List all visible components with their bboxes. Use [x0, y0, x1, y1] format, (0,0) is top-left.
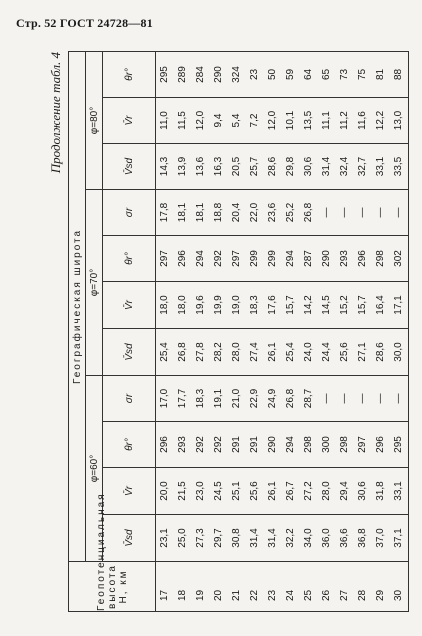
value-cell: — [336, 190, 354, 236]
group-header: Географическая широта [69, 51, 86, 561]
value-cell: 28,7 [300, 376, 318, 422]
table-row [228, 51, 246, 611]
value-cell: 14,2 [300, 282, 318, 329]
value-cell: 59 [282, 51, 300, 97]
value-cell: 293 [174, 422, 192, 468]
value-cell: 295 [156, 51, 175, 97]
value-cell: 20,4 [228, 190, 246, 236]
data-table [68, 51, 409, 612]
value-cell: 296 [174, 236, 192, 282]
value-cell: 28,0 [228, 329, 246, 376]
value-cell: 33,5 [390, 144, 409, 190]
height-cell: 28 [354, 562, 372, 612]
column-header: V̄r [103, 282, 156, 329]
value-cell: 36,8 [354, 515, 372, 562]
value-cell: 31,8 [372, 468, 390, 515]
value-cell: 24,4 [318, 329, 336, 376]
value-cell: 23,0 [192, 468, 210, 515]
value-cell: — [372, 190, 390, 236]
value-cell: 25,7 [246, 144, 264, 190]
column-header: θr° [103, 422, 156, 468]
value-cell: 290 [210, 51, 228, 97]
value-cell: 18,1 [174, 190, 192, 236]
value-cell: 16,4 [372, 282, 390, 329]
value-cell: 26,8 [300, 190, 318, 236]
value-cell: 24,5 [210, 468, 228, 515]
height-cell: 22 [246, 562, 264, 612]
value-cell: 19,1 [210, 376, 228, 422]
table-row [336, 51, 354, 611]
value-cell: 7,2 [246, 98, 264, 144]
value-cell: 22,0 [246, 190, 264, 236]
height-cell: 19 [192, 562, 210, 612]
value-cell: 21,5 [174, 468, 192, 515]
value-cell: 11,1 [318, 98, 336, 144]
height-cell: 23 [264, 562, 282, 612]
value-cell: 32,2 [282, 515, 300, 562]
value-cell: 16,3 [210, 144, 228, 190]
value-cell: 26,1 [264, 329, 282, 376]
value-cell: 17,7 [174, 376, 192, 422]
value-cell: 20,5 [228, 144, 246, 190]
height-cell: 24 [282, 562, 300, 612]
value-cell: 25,2 [282, 190, 300, 236]
value-cell: 64 [300, 51, 318, 97]
value-cell: 5,4 [228, 98, 246, 144]
value-cell: 30,6 [354, 468, 372, 515]
value-cell: 11,5 [174, 98, 192, 144]
value-cell: 50 [264, 51, 282, 97]
value-cell: 37,0 [372, 515, 390, 562]
value-cell: 298 [372, 236, 390, 282]
value-cell: 12,0 [264, 98, 282, 144]
value-cell: 30,0 [390, 329, 409, 376]
value-cell: 26,8 [174, 329, 192, 376]
value-cell: 14,3 [156, 144, 175, 190]
value-cell: 296 [354, 236, 372, 282]
table-row [354, 51, 372, 611]
value-cell: 75 [354, 51, 372, 97]
value-cell: 297 [228, 236, 246, 282]
value-cell: 324 [228, 51, 246, 97]
value-cell: 24,0 [300, 329, 318, 376]
value-cell: 292 [210, 236, 228, 282]
value-cell: 31,4 [318, 144, 336, 190]
value-cell: 287 [300, 236, 318, 282]
column-header: θr° [103, 236, 156, 282]
value-cell: — [354, 190, 372, 236]
value-cell: 23 [246, 51, 264, 97]
value-cell: 18,8 [210, 190, 228, 236]
value-cell: 24,9 [264, 376, 282, 422]
value-cell: 20,0 [156, 468, 175, 515]
table-row [318, 51, 336, 611]
value-cell: 32,7 [354, 144, 372, 190]
value-cell: 28,0 [318, 468, 336, 515]
rotated-table-area [48, 52, 404, 612]
value-cell: 290 [264, 422, 282, 468]
value-cell: 30,8 [228, 515, 246, 562]
value-cell: 289 [174, 51, 192, 97]
value-cell: 27,3 [192, 515, 210, 562]
value-cell: 28,2 [210, 329, 228, 376]
value-cell: 296 [156, 422, 175, 468]
value-cell: 23,6 [264, 190, 282, 236]
column-header: V̄sd [103, 515, 156, 562]
value-cell: 25,6 [246, 468, 264, 515]
value-cell: 25,0 [174, 515, 192, 562]
value-cell: 12,2 [372, 98, 390, 144]
height-cell: 30 [390, 562, 409, 612]
value-cell: 293 [336, 236, 354, 282]
value-cell: 25,4 [282, 329, 300, 376]
table-body [156, 51, 409, 611]
value-cell: 295 [390, 422, 409, 468]
value-cell: 11,6 [354, 98, 372, 144]
value-cell: 297 [354, 422, 372, 468]
value-cell: 18,3 [192, 376, 210, 422]
table-row [372, 51, 390, 611]
height-cell: 18 [174, 562, 192, 612]
value-cell: 13,9 [174, 144, 192, 190]
value-cell: 18,3 [246, 282, 264, 329]
height-cell: 25 [300, 562, 318, 612]
value-cell: 302 [390, 236, 409, 282]
value-cell: 29,4 [336, 468, 354, 515]
value-cell: 292 [210, 422, 228, 468]
value-cell: 32,4 [336, 144, 354, 190]
value-cell: 11,0 [156, 98, 175, 144]
value-cell: 291 [246, 422, 264, 468]
value-cell: 31,4 [264, 515, 282, 562]
value-cell: 81 [372, 51, 390, 97]
value-cell: — [390, 376, 409, 422]
height-cell: 27 [336, 562, 354, 612]
value-cell: 73 [336, 51, 354, 97]
table-row [282, 51, 300, 611]
value-cell: 13,6 [192, 144, 210, 190]
value-cell: 19,9 [210, 282, 228, 329]
table-row [246, 51, 264, 611]
value-cell: 284 [192, 51, 210, 97]
value-cell: 13,5 [300, 98, 318, 144]
column-header: V̄r [103, 468, 156, 515]
value-cell: 26,7 [282, 468, 300, 515]
value-cell: 294 [282, 236, 300, 282]
stub-header: Геопотенциальная высота H, км [69, 562, 156, 612]
height-cell: 20 [210, 562, 228, 612]
height-cell: 17 [156, 562, 175, 612]
value-cell: 18,0 [156, 282, 175, 329]
value-cell: 27,4 [246, 329, 264, 376]
value-cell: 28,6 [264, 144, 282, 190]
value-cell: 29,7 [210, 515, 228, 562]
value-cell: 9,4 [210, 98, 228, 144]
value-cell: 13,0 [390, 98, 409, 144]
value-cell: 18,0 [174, 282, 192, 329]
value-cell: 10,1 [282, 98, 300, 144]
value-cell: 300 [318, 422, 336, 468]
value-cell: 33,1 [372, 144, 390, 190]
table-head [69, 51, 156, 611]
value-cell: — [336, 376, 354, 422]
value-cell: 26,8 [282, 376, 300, 422]
value-cell: 19,6 [192, 282, 210, 329]
value-cell: 17,0 [156, 376, 175, 422]
value-cell: 25,1 [228, 468, 246, 515]
value-cell: 17,6 [264, 282, 282, 329]
value-cell: — [372, 376, 390, 422]
table-row [300, 51, 318, 611]
value-cell: 22,9 [246, 376, 264, 422]
value-cell: 27,8 [192, 329, 210, 376]
page-header: Стр. 52 ГОСТ 24728—81 [16, 16, 153, 30]
value-cell: 296 [372, 422, 390, 468]
column-header: θr° [103, 51, 156, 97]
value-cell: 17,8 [156, 190, 175, 236]
value-cell: 34,0 [300, 515, 318, 562]
value-cell: 27,2 [300, 468, 318, 515]
value-cell: — [318, 190, 336, 236]
height-cell: 26 [318, 562, 336, 612]
value-cell: 299 [246, 236, 264, 282]
value-cell: 297 [156, 236, 175, 282]
value-cell: 26,1 [264, 468, 282, 515]
value-cell: 15,2 [336, 282, 354, 329]
value-cell: 11,2 [336, 98, 354, 144]
value-cell: 21,0 [228, 376, 246, 422]
value-cell: 15,7 [282, 282, 300, 329]
height-cell: 29 [372, 562, 390, 612]
table-row [192, 51, 210, 611]
value-cell: 30,6 [300, 144, 318, 190]
value-cell: 88 [390, 51, 409, 97]
value-cell: 14,5 [318, 282, 336, 329]
value-cell: 37,1 [390, 515, 409, 562]
value-cell: 28,6 [372, 329, 390, 376]
column-header: V̄r [103, 98, 156, 144]
value-cell: — [354, 376, 372, 422]
value-cell: 29,8 [282, 144, 300, 190]
table-row [390, 51, 409, 611]
value-cell: 15,7 [354, 282, 372, 329]
value-cell: 27,1 [354, 329, 372, 376]
value-cell: 291 [228, 422, 246, 468]
table-row [174, 51, 192, 611]
value-cell: 292 [192, 422, 210, 468]
value-cell: 19,0 [228, 282, 246, 329]
value-cell: 18,1 [192, 190, 210, 236]
value-cell: 294 [282, 422, 300, 468]
value-cell: — [390, 190, 409, 236]
table-row [210, 51, 228, 611]
value-cell: 298 [336, 422, 354, 468]
table-row [156, 51, 175, 611]
value-cell: 25,4 [156, 329, 175, 376]
column-header: V̄sd [103, 144, 156, 190]
value-cell: 298 [300, 422, 318, 468]
column-header: V̄sd [103, 329, 156, 376]
value-cell: 36,0 [318, 515, 336, 562]
value-cell: 31,4 [246, 515, 264, 562]
latitude-header: φ=80° [86, 51, 103, 189]
value-cell: 36,6 [336, 515, 354, 562]
value-cell: 294 [192, 236, 210, 282]
height-cell: 21 [228, 562, 246, 612]
value-cell: 23,1 [156, 515, 175, 562]
value-cell: 17,1 [390, 282, 409, 329]
column-header: σr [103, 376, 156, 422]
column-header: σr [103, 190, 156, 236]
latitude-header: φ=60° [86, 376, 103, 562]
table-continuation-label: Продолжение табл. 4 [48, 52, 63, 174]
value-cell: 12,0 [192, 98, 210, 144]
value-cell: 25,6 [336, 329, 354, 376]
value-cell: 299 [264, 236, 282, 282]
value-cell: — [318, 376, 336, 422]
value-cell: 33,1 [390, 468, 409, 515]
value-cell: 65 [318, 51, 336, 97]
value-cell: 290 [318, 236, 336, 282]
latitude-header: φ=70° [86, 190, 103, 376]
table-row [264, 51, 282, 611]
